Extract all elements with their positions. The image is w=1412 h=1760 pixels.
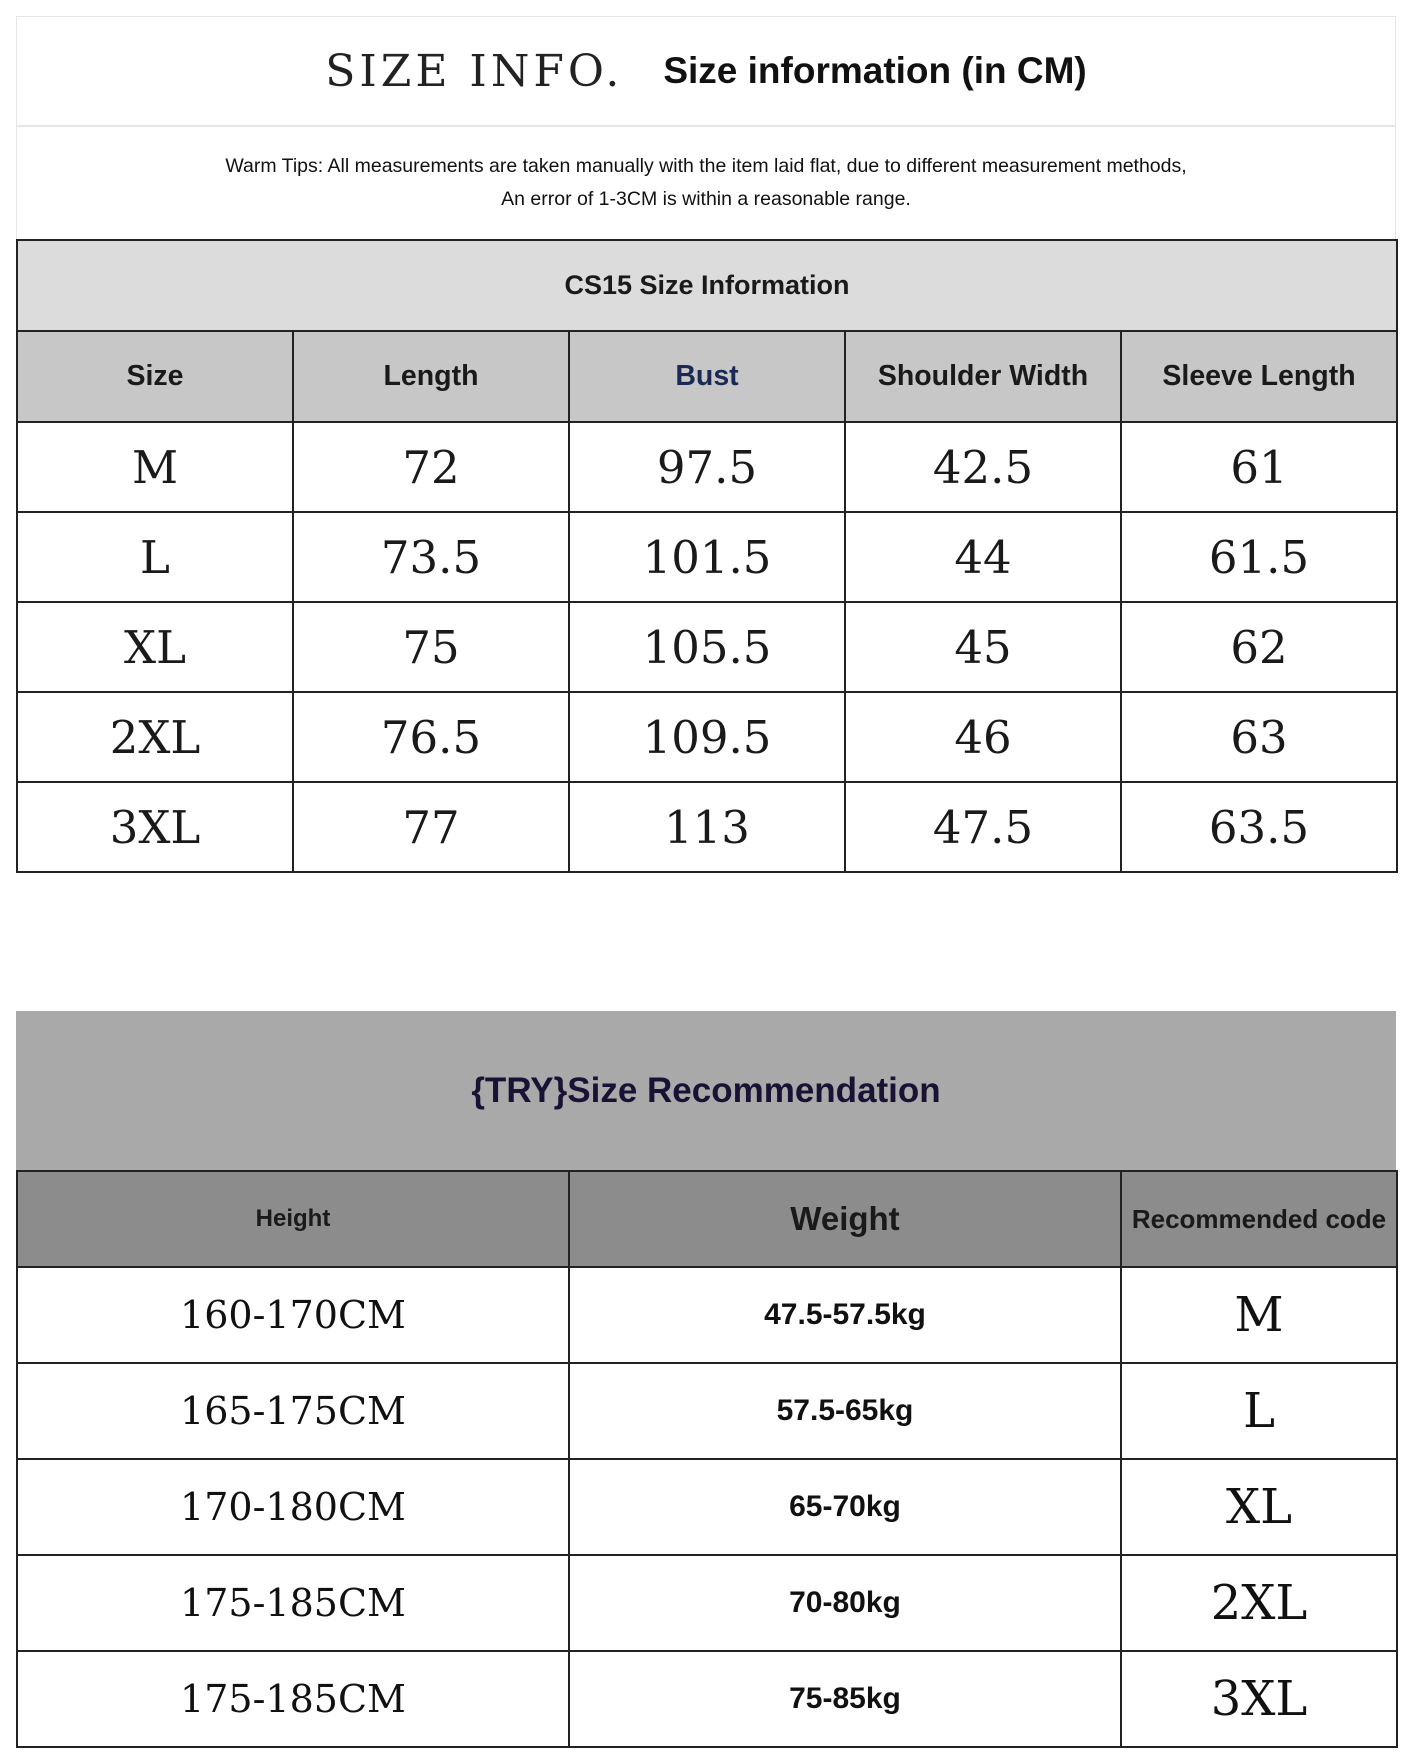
tips-line-1: Warm Tips: All measurements are taken manually with the item laid flat, due to different measurement methods,	[225, 155, 1187, 177]
column-header-weight: Weight	[569, 1171, 1121, 1267]
table-row	[17, 1459, 1397, 1555]
bust-cell: 101.5	[569, 512, 845, 602]
shoulder-width-cell: 44	[845, 512, 1121, 602]
length-cell: 73.5	[293, 512, 569, 602]
height-cell: 170-180CM	[17, 1459, 569, 1555]
recommended-code-cell: 2XL	[1121, 1555, 1397, 1651]
recommendation-banner	[16, 1011, 1396, 1170]
page-title: Size information (in CM)	[663, 50, 1087, 91]
height-cell: 160-170CM	[17, 1267, 569, 1363]
size-table-header-row	[17, 331, 1397, 422]
size-cell: 2XL	[17, 692, 293, 782]
recommended-code-cell: 3XL	[1121, 1651, 1397, 1747]
size-cell: L	[17, 512, 293, 602]
weight-cell: 70-80kg	[569, 1555, 1121, 1651]
size-cell: XL	[17, 602, 293, 692]
bust-cell: 109.5	[569, 692, 845, 782]
weight-cell: 75-85kg	[569, 1651, 1121, 1747]
height-cell: 175-185CM	[17, 1555, 569, 1651]
length-cell: 77	[293, 782, 569, 872]
table-row	[17, 1363, 1397, 1459]
column-header-length: Length	[293, 331, 569, 422]
column-header-bust: Bust	[569, 331, 845, 422]
column-header-height: Height	[17, 1171, 569, 1267]
shoulder-width-cell: 45	[845, 602, 1121, 692]
page-header	[16, 16, 1396, 127]
column-header-recommended-code: Recommended code	[1121, 1171, 1397, 1267]
table-row	[17, 1267, 1397, 1363]
warm-tips	[16, 127, 1396, 239]
bust-cell: 113	[569, 782, 845, 872]
recommendation-header-row	[17, 1171, 1397, 1267]
column-header-size: Size	[17, 331, 293, 422]
tips-line-2: An error of 1-3CM is within a reasonable range.	[501, 188, 911, 210]
height-cell: 165-175CM	[17, 1363, 569, 1459]
sleeve-length-cell: 61.5	[1121, 512, 1397, 602]
sleeve-length-cell: 61	[1121, 422, 1397, 512]
table-row	[17, 782, 1397, 872]
column-header-shoulder-width: Shoulder Width	[845, 331, 1121, 422]
shoulder-width-cell: 47.5	[845, 782, 1121, 872]
length-cell: 72	[293, 422, 569, 512]
table-row	[17, 1651, 1397, 1747]
length-cell: 75	[293, 602, 569, 692]
length-cell: 76.5	[293, 692, 569, 782]
height-cell: 175-185CM	[17, 1651, 569, 1747]
table-row	[17, 602, 1397, 692]
bust-cell: 97.5	[569, 422, 845, 512]
weight-cell: 57.5-65kg	[569, 1363, 1121, 1459]
table-row	[17, 512, 1397, 602]
shoulder-width-cell: 42.5	[845, 422, 1121, 512]
shoulder-width-cell: 46	[845, 692, 1121, 782]
size-cell: M	[17, 422, 293, 512]
column-header-sleeve-length: Sleeve Length	[1121, 331, 1397, 422]
recommendation-title: {TRY}Size Recommendation	[471, 1070, 941, 1110]
sleeve-length-cell: 63.5	[1121, 782, 1397, 872]
recommended-code-cell: L	[1121, 1363, 1397, 1459]
size-table-caption: CS15 Size Information	[17, 240, 1397, 331]
brand-label: SIZE INFO.	[325, 45, 624, 97]
table-row	[17, 692, 1397, 782]
recommendation-table	[16, 1170, 1398, 1748]
weight-cell: 65-70kg	[569, 1459, 1121, 1555]
recommended-code-cell: M	[1121, 1267, 1397, 1363]
size-table	[16, 239, 1398, 873]
recommended-code-cell: XL	[1121, 1459, 1397, 1555]
sleeve-length-cell: 62	[1121, 602, 1397, 692]
table-row	[17, 422, 1397, 512]
size-cell: 3XL	[17, 782, 293, 872]
weight-cell: 47.5-57.5kg	[569, 1267, 1121, 1363]
bust-cell: 105.5	[569, 602, 845, 692]
table-row	[17, 1555, 1397, 1651]
sleeve-length-cell: 63	[1121, 692, 1397, 782]
